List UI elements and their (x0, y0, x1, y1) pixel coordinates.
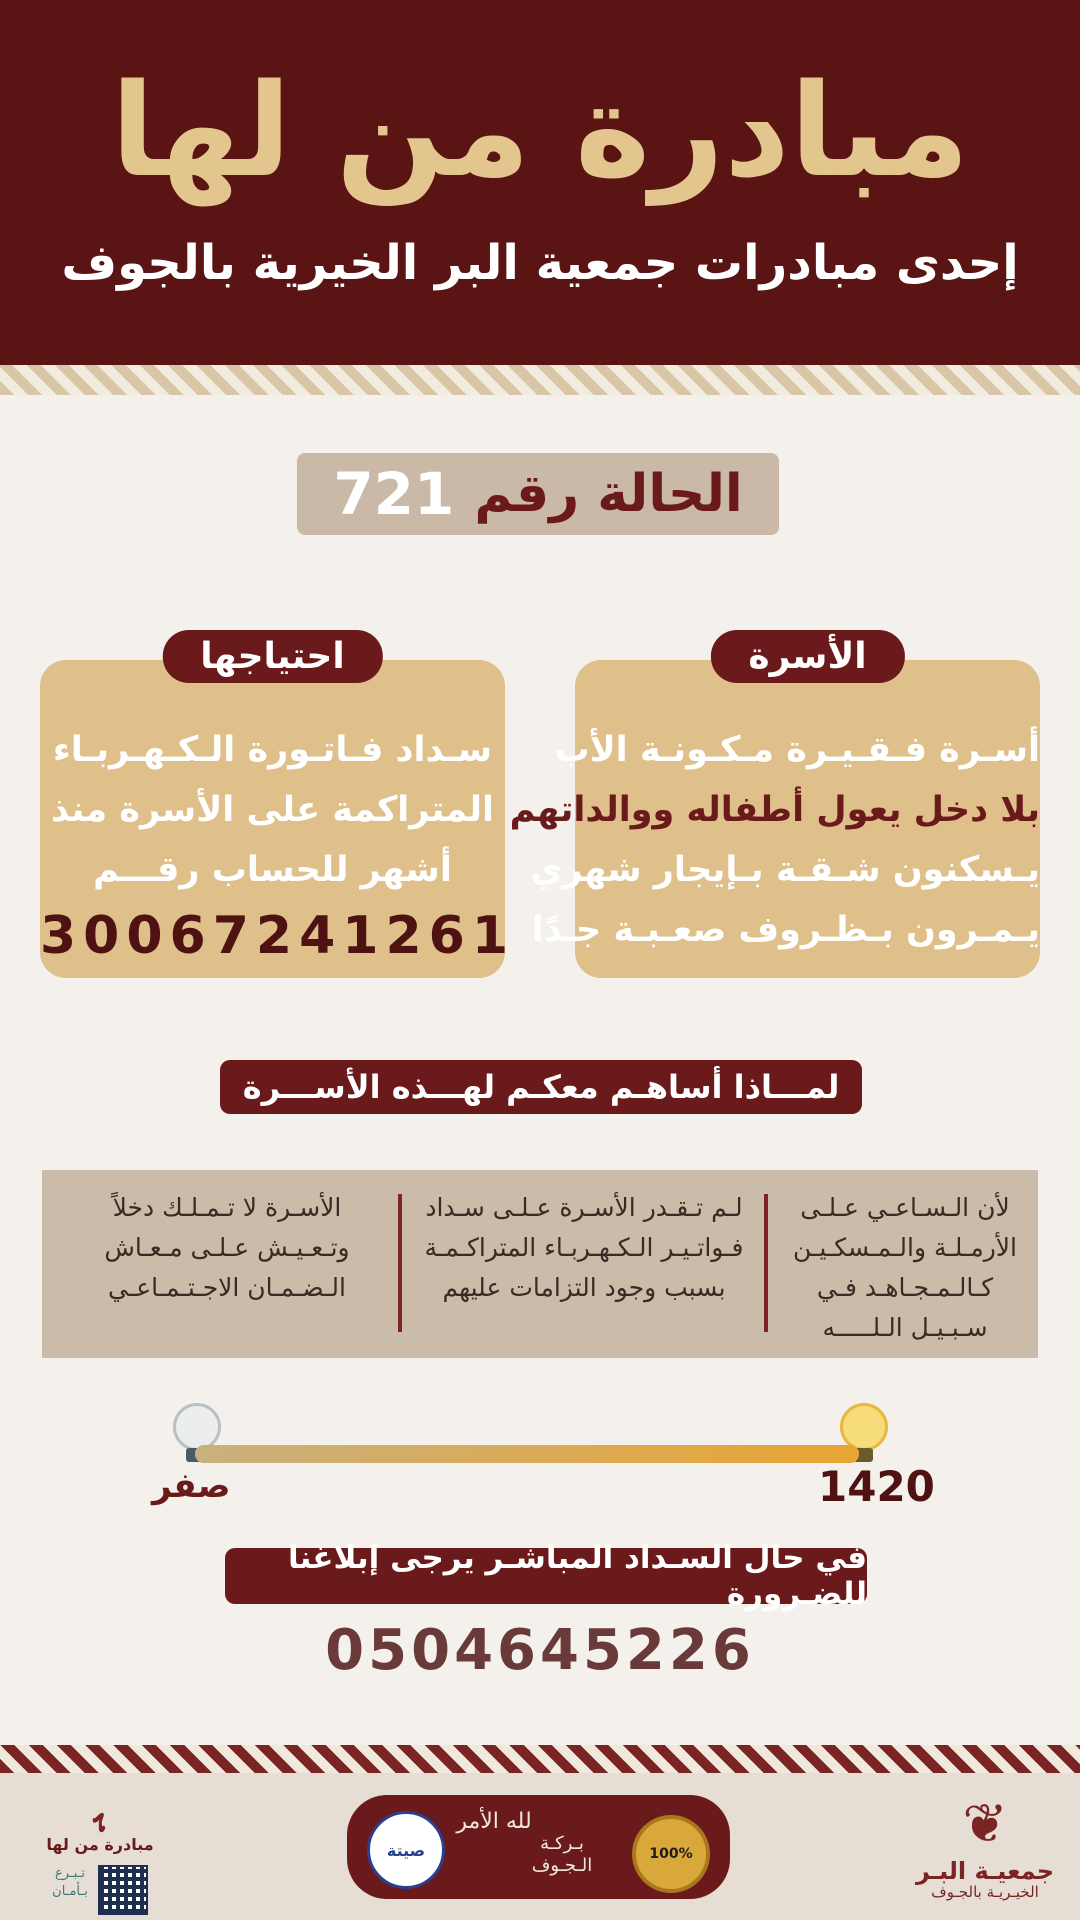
donate-safely-label (48, 1865, 92, 1901)
account-number: 30067241261 (40, 906, 515, 966)
family-card-tag: الأسرة (710, 630, 904, 683)
progress-max-label: 1420 (818, 1462, 935, 1511)
why-contribute-heading: لمـــاذا أساهـم معكـم لهـــذه الأســـرة (220, 1060, 862, 1114)
case-number-badge (297, 453, 779, 535)
reason-divider (398, 1194, 402, 1332)
needs-line-3: أشهر للحساب رقـــم (93, 850, 452, 890)
family-card (509, 636, 1040, 978)
org-name: جمعيـة البـر (915, 1857, 1054, 1885)
header-banner (0, 0, 1080, 365)
needs-card (40, 636, 515, 978)
reason-3 (62, 1188, 392, 1338)
partner-logos (347, 1795, 730, 1899)
reason-1 (780, 1188, 1030, 1342)
donate-label-line: بـأمـان (52, 1884, 88, 1899)
partner-seal-icon: صيتة (367, 1811, 445, 1889)
initiative-logo (40, 1781, 160, 1854)
reason-divider (764, 1194, 768, 1332)
calligraphy-logo: لله الأمر (456, 1809, 532, 1834)
org-logo (905, 1773, 1065, 1901)
initiative-mark-icon: ﮨ (93, 1782, 107, 1833)
initiative-subtitle: إحدى مبادرات جمعية البر الخيرية بالجوف (61, 235, 1019, 291)
family-line-2: بلا دخل يعول أطفاله ووالداتهم (509, 790, 1040, 830)
reasons-panel (42, 1170, 1038, 1358)
donation-progress-fill (195, 1445, 859, 1463)
calligraphy-logo: بـركـة الـجـوف (531, 1833, 593, 1876)
reason-3-line: الأسـرة لا تـمـلـك دخلاً (112, 1193, 342, 1222)
needs-line-2: المتراكمة على الأسرة منذ (51, 790, 494, 830)
reason-1-line: سـبـيـل الـلـــــه (822, 1313, 988, 1342)
footer (0, 1773, 1080, 1920)
needs-line-1: سـداد فـاتـورة الـكـهـربـاء (52, 730, 493, 770)
contact-phone[interactable]: 0504645226 (325, 1618, 755, 1683)
unlit-bulb-icon (173, 1403, 221, 1451)
initiative-logo-name: مبادرة من لها (46, 1835, 154, 1854)
direct-payment-notice: في حال السـداد المباشـر يرجى إبلاغنا للضـرورة (225, 1548, 867, 1604)
org-sub: الخيـريـة بالجـوف (931, 1883, 1039, 1901)
family-line-1: أسـرة فـقـيـرة مـكـونـة الأب (554, 730, 1040, 770)
reason-3-line: الـضـمـان الاجـتـمـاعـي (108, 1273, 346, 1302)
donate-label-line: تـبـرع (54, 1866, 86, 1881)
decorative-band-bottom (0, 1745, 1080, 1773)
needs-card-tag: احتياجها (162, 630, 382, 683)
family-line-3: يـسكنون شـقـة بـإيجار شهري (530, 850, 1040, 890)
lit-bulb-icon (840, 1403, 888, 1451)
qr-code-icon[interactable] (98, 1865, 148, 1915)
reason-2 (414, 1188, 754, 1338)
reason-1-line: لأن الـسـاعـي عـلـى (800, 1193, 1010, 1222)
reason-1-line: كـالـمـجـاهـد فـي (816, 1273, 994, 1302)
progress-min-label: صفر (152, 1466, 231, 1506)
org-mark-icon: ❦ (962, 1792, 1008, 1855)
reason-1-line: الأرمـلـة والـمـسكـيـن (792, 1233, 1017, 1262)
reason-2-line: لـم تـقـدر الأسـرة عـلـى سـداد (425, 1193, 743, 1222)
reason-2-line: بسبب وجود التزامات عليهم (442, 1273, 726, 1302)
initiative-title: مبادرة من لها (110, 57, 970, 206)
reason-2-line: فـواتـيـر الـكـهـربـاء المتراكـمـة (424, 1233, 744, 1262)
donation-progress-bar (195, 1445, 859, 1463)
case-number: 721 (333, 460, 455, 528)
case-label: الحالة رقم (474, 464, 743, 524)
decorative-band-top (0, 365, 1080, 395)
family-line-4: يـمـرون بـظـروف صعـبـة جـدًا (531, 910, 1040, 950)
quality-badge-icon: 100% (632, 1815, 710, 1893)
reason-3-line: وتـعـيـش عـلـى مـعـاش (104, 1233, 350, 1262)
